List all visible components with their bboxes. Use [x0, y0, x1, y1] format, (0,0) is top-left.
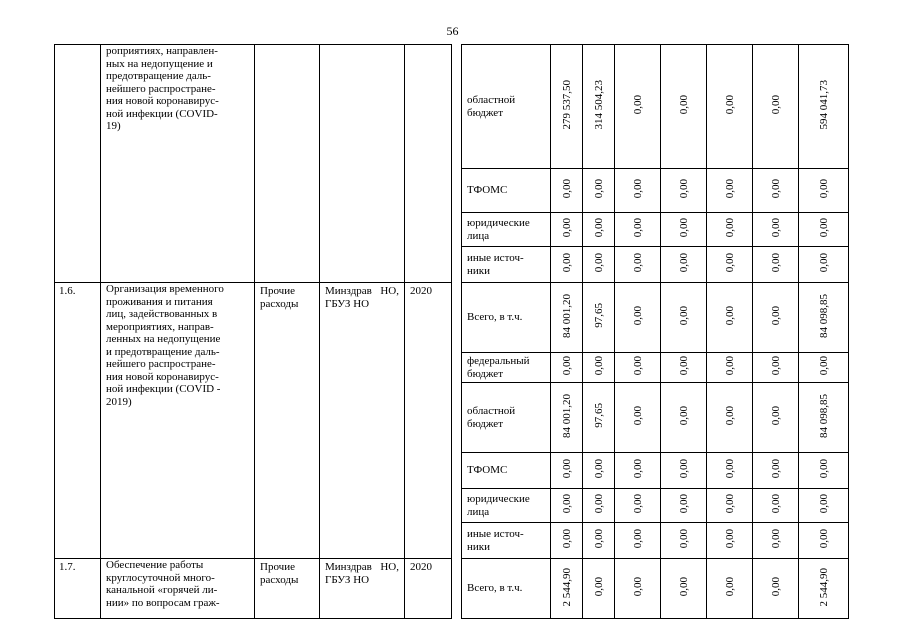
amount-value: 0,00	[817, 356, 830, 376]
funding-source: Всего, в т.ч.	[462, 559, 551, 619]
description-line: Организация временного	[106, 283, 224, 295]
amount-value: 0,00	[817, 179, 830, 199]
amount-value: 0,00	[592, 494, 605, 514]
amount-cell	[753, 283, 799, 353]
amount-value: 0,00	[592, 179, 605, 199]
amount-cell	[753, 213, 799, 247]
amount-value: 0,00	[592, 218, 605, 238]
amount-cell	[551, 383, 583, 453]
amount-cell	[583, 383, 615, 453]
amount-cell	[707, 353, 753, 383]
amount-cell	[753, 489, 799, 523]
amount-value: 0,00	[817, 529, 830, 549]
amount-value: 0,00	[677, 306, 690, 326]
amount-value: 0,00	[560, 253, 573, 273]
description-line: канальной «горячей ли-	[106, 584, 218, 596]
amount-cell	[551, 169, 583, 213]
amount-value: 0,00	[723, 179, 736, 199]
amount-value: 0,00	[677, 459, 690, 479]
amount-value: 0,00	[592, 356, 605, 376]
table-row	[55, 283, 849, 353]
amount-cell	[707, 559, 753, 619]
amount-value: 0,00	[631, 179, 644, 199]
item-description	[101, 45, 255, 283]
amount-value: 0,00	[817, 218, 830, 238]
amount-value: 0,00	[723, 253, 736, 273]
amount-cell	[615, 283, 661, 353]
amount-value: 0,00	[723, 459, 736, 479]
expense-type: Прочие расходы	[255, 559, 320, 619]
description-line: нейшего распростране-	[106, 358, 216, 370]
spacer-cell	[452, 45, 462, 283]
amount-cell	[799, 247, 849, 283]
amount-value: 0,00	[723, 356, 736, 376]
amount-cell	[707, 489, 753, 523]
amount-value: 0,00	[631, 218, 644, 238]
amount-cell	[615, 453, 661, 489]
amount-cell	[799, 489, 849, 523]
amount-value: 0,00	[631, 306, 644, 326]
amount-cell	[661, 489, 707, 523]
funding-source: областной бюджет	[462, 45, 551, 169]
amount-value: 0,00	[817, 253, 830, 273]
amount-cell	[799, 169, 849, 213]
funding-source: областной бюджет	[462, 383, 551, 453]
description-line: нейшего распростране-	[106, 82, 216, 95]
amount-value: 0,00	[677, 179, 690, 199]
amount-value: 0,00	[769, 529, 782, 549]
amount-cell	[661, 45, 707, 169]
amount-cell	[753, 523, 799, 559]
amount-cell	[551, 45, 583, 169]
amount-value: 0,00	[769, 406, 782, 426]
amount-value: 0,00	[723, 494, 736, 514]
amount-value: 0,00	[592, 577, 605, 597]
amount-value: 84 098,85	[817, 293, 830, 338]
amount-cell	[551, 453, 583, 489]
amount-value: 0,00	[769, 577, 782, 597]
description-line: проживания и питания	[106, 295, 213, 308]
amount-value: 0,00	[560, 218, 573, 238]
amount-value: 0,00	[769, 218, 782, 238]
amount-cell	[707, 213, 753, 247]
description-line: и предотвращение даль-	[106, 345, 220, 358]
amount-cell	[753, 353, 799, 383]
amount-value: 594 041,73	[817, 80, 830, 130]
page-number: 56	[446, 24, 459, 38]
amount-cell	[551, 353, 583, 383]
amount-value: 0,00	[723, 577, 736, 597]
item-number: 1.6.	[55, 283, 101, 559]
amount-cell	[799, 283, 849, 353]
amount-value: 0,00	[677, 253, 690, 273]
amount-cell	[753, 247, 799, 283]
amount-cell	[661, 453, 707, 489]
amount-cell	[615, 353, 661, 383]
amount-cell	[615, 559, 661, 619]
table-row	[55, 45, 849, 169]
amount-value: 97,65	[592, 403, 605, 429]
amount-cell	[799, 45, 849, 169]
amount-cell	[583, 489, 615, 523]
amount-cell	[583, 213, 615, 247]
amount-value: 0,00	[769, 356, 782, 376]
amount-cell	[707, 523, 753, 559]
amount-value: 0,00	[677, 577, 690, 597]
year	[405, 45, 452, 283]
amount-cell	[615, 169, 661, 213]
amount-value: 279 537,50	[560, 80, 573, 130]
year: 2020	[405, 283, 452, 559]
amount-cell	[583, 45, 615, 169]
funding-source: ТФОМС	[462, 453, 551, 489]
amount-value: 0,00	[723, 529, 736, 549]
executor	[320, 45, 405, 283]
amount-cell	[799, 353, 849, 383]
amount-cell	[753, 559, 799, 619]
amount-cell	[661, 169, 707, 213]
amount-value: 2 544,90	[560, 567, 573, 606]
spacer-cell	[452, 559, 462, 619]
amount-value: 0,00	[769, 306, 782, 326]
amount-cell	[707, 283, 753, 353]
amount-cell	[707, 453, 753, 489]
amount-cell	[753, 383, 799, 453]
spacer-cell	[452, 283, 462, 559]
amount-cell	[551, 559, 583, 619]
amount-cell	[615, 213, 661, 247]
amount-cell	[799, 523, 849, 559]
amount-value: 0,00	[723, 218, 736, 238]
amount-cell	[551, 213, 583, 247]
description-line: ния новой коронавирус-	[106, 95, 219, 107]
amount-value: 0,00	[817, 459, 830, 479]
amount-value: 0,00	[631, 494, 644, 514]
description-line: круглосуточной много-	[106, 571, 215, 584]
funding-source: федеральный бюджет	[462, 353, 551, 383]
funding-source: юридические лица	[462, 213, 551, 247]
expense-type: Прочие расходы	[255, 283, 320, 559]
amount-value: 0,00	[631, 253, 644, 273]
amount-cell	[661, 247, 707, 283]
funding-source: Всего, в т.ч.	[462, 283, 551, 353]
year: 2020	[405, 559, 452, 619]
amount-cell	[707, 247, 753, 283]
amount-cell	[583, 169, 615, 213]
amount-value: 97,65	[592, 303, 605, 329]
amount-cell	[753, 453, 799, 489]
amount-value: 0,00	[592, 529, 605, 549]
amount-value: 0,00	[817, 494, 830, 514]
table-row	[55, 559, 849, 619]
amount-value: 0,00	[560, 459, 573, 479]
amount-value: 84 001,20	[560, 293, 573, 338]
description-line: нии» по вопросам граж-	[106, 596, 220, 609]
amount-cell	[615, 523, 661, 559]
amount-value: 0,00	[631, 406, 644, 426]
amount-value: 84 098,85	[817, 393, 830, 438]
amount-cell	[707, 383, 753, 453]
amount-value: 0,00	[723, 306, 736, 326]
description-line: предотвращение даль-	[106, 70, 211, 82]
description-line: ной инфекции (COVID -	[106, 383, 221, 395]
amount-value: 0,00	[560, 529, 573, 549]
amount-cell	[753, 169, 799, 213]
amount-cell	[615, 247, 661, 283]
amount-value: 0,00	[631, 95, 644, 115]
description-line: ных на недопущение и	[106, 57, 213, 70]
amount-value: 0,00	[631, 356, 644, 376]
amount-cell	[707, 169, 753, 213]
description-line: лиц, задействованных в	[106, 308, 218, 320]
amount-value: 0,00	[560, 179, 573, 199]
description-line: 2019)	[106, 395, 132, 408]
amount-cell	[551, 283, 583, 353]
funding-source: иные источ-ники	[462, 247, 551, 283]
amount-value: 0,00	[677, 95, 690, 115]
amount-cell	[661, 353, 707, 383]
amount-cell	[707, 45, 753, 169]
amount-cell	[799, 213, 849, 247]
amount-value: 0,00	[677, 218, 690, 238]
funding-source: юридические лица	[462, 489, 551, 523]
amount-value: 0,00	[769, 253, 782, 273]
amount-value: 0,00	[677, 406, 690, 426]
amount-value: 0,00	[677, 356, 690, 376]
description-line: Обеспечение работы	[106, 559, 204, 571]
executor: Минздрав НО, ГБУЗ НО	[320, 283, 405, 559]
amount-value: 0,00	[631, 459, 644, 479]
amount-cell	[661, 213, 707, 247]
amount-value: 0,00	[631, 529, 644, 549]
amount-value: 0,00	[769, 459, 782, 479]
amount-value: 0,00	[560, 494, 573, 514]
amount-cell	[661, 383, 707, 453]
funding-table	[54, 44, 849, 619]
amount-value: 0,00	[769, 95, 782, 115]
amount-cell	[551, 489, 583, 523]
amount-cell	[583, 283, 615, 353]
amount-cell	[583, 559, 615, 619]
amount-value: 0,00	[592, 253, 605, 273]
table-body	[55, 45, 849, 619]
amount-value: 0,00	[631, 577, 644, 597]
executor: Минздрав НО, ГБУЗ НО	[320, 559, 405, 619]
amount-value: 0,00	[723, 406, 736, 426]
amount-value: 84 001,20	[560, 393, 573, 438]
amount-value: 0,00	[677, 494, 690, 514]
funding-source: иные источ-ники	[462, 523, 551, 559]
amount-cell	[753, 45, 799, 169]
amount-value: 0,00	[592, 459, 605, 479]
amount-cell	[551, 247, 583, 283]
amount-value: 0,00	[560, 356, 573, 376]
amount-cell	[615, 383, 661, 453]
amount-cell	[799, 453, 849, 489]
amount-value: 314 504,23	[592, 80, 605, 130]
funding-source: ТФОМС	[462, 169, 551, 213]
description-line: мероприятиях, направ-	[106, 320, 214, 333]
amount-cell	[661, 283, 707, 353]
amount-value: 0,00	[723, 95, 736, 115]
amount-value: 2 544,90	[817, 567, 830, 606]
amount-cell	[661, 523, 707, 559]
amount-cell	[583, 353, 615, 383]
description-line: роприятиях, направлен-	[106, 45, 218, 57]
amount-cell	[583, 247, 615, 283]
amount-cell	[799, 559, 849, 619]
amount-value: 0,00	[677, 529, 690, 549]
description-line: ленных на недопущение	[106, 333, 221, 345]
description-line: ной инфекции (COVID-	[106, 107, 218, 120]
amount-cell	[799, 383, 849, 453]
amount-cell	[661, 559, 707, 619]
description-line: 19)	[106, 120, 121, 132]
item-number: 1.7.	[55, 559, 101, 619]
amount-cell	[615, 45, 661, 169]
amount-cell	[583, 523, 615, 559]
expense-type	[255, 45, 320, 283]
item-number	[55, 45, 101, 283]
item-description	[101, 283, 255, 559]
amount-value: 0,00	[769, 494, 782, 514]
description-line: ния новой коронавирус-	[106, 370, 219, 383]
amount-value: 0,00	[769, 179, 782, 199]
amount-cell	[551, 523, 583, 559]
item-description	[101, 559, 255, 619]
amount-cell	[583, 453, 615, 489]
amount-cell	[615, 489, 661, 523]
